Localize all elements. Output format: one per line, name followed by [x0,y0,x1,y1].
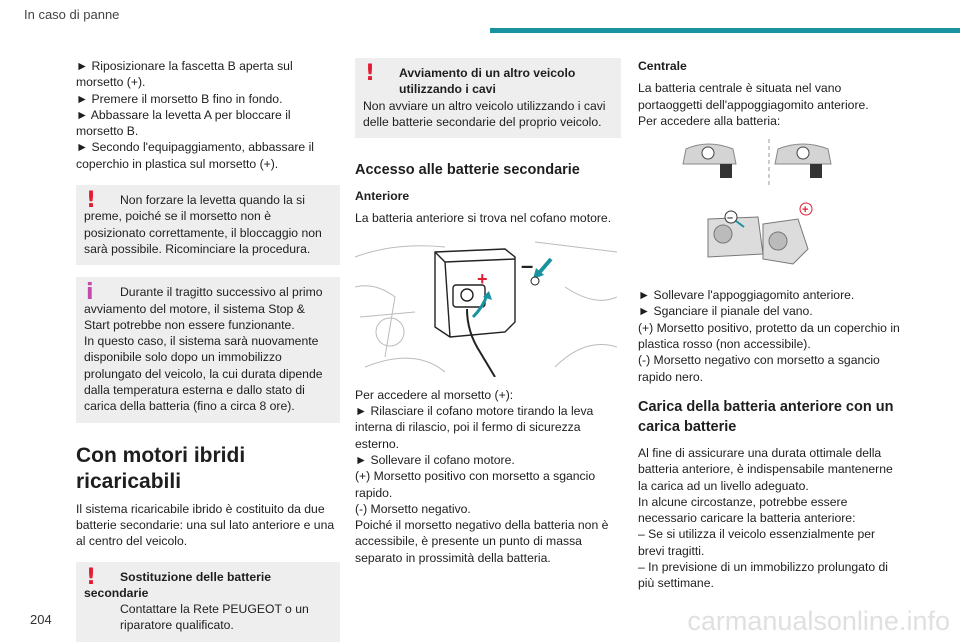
line-3: ► Sollevare il cofano motore. [355,452,515,467]
step-4: ► Secondo l'equipaggiamento, abbassare il coperchio in plastica sul morsetto (+). [76,140,314,171]
header-accent-bar [490,28,960,33]
watermark: carmanualsonline.info [687,606,950,636]
running-header: In caso di panne [24,7,120,22]
line-3: (+) Morsetto positivo, protetto da un coperchio in plastica rosso (non accessibile). [638,320,900,352]
warning-icon: ! [86,188,97,214]
line-5: (-) Morsetto negativo. [355,501,471,516]
info-box [76,277,340,422]
line-1: ► Sollevare l'appoggiagomito anteriore. [638,288,855,303]
line-4: (+) Morsetto positivo con morsetto a sgancio rapido. [355,469,596,500]
intro-text: La batteria anteriore si trova nel cofano motore. [355,211,612,226]
page-number: 204 [30,612,52,627]
warning-box-3 [355,58,621,138]
svg-text:+: + [477,268,488,289]
svg-text:–: – [727,212,734,225]
armrest-top-illustration [638,139,900,189]
charge-line-3: – Se si utilizza il veicolo essenzialmente per brevi tragitti. [638,527,876,558]
intro-text-2: Per accedere alla batteria: [638,113,781,128]
line-2: ► Rilasciare il cofano motore tirando la leva interna di rilascio, poi il fermo di sicurezza esterno. [355,404,594,451]
line-4: (-) Morsetto negativo con morsetto a sgancio rapido nero. [638,353,880,384]
warning-box [76,185,340,265]
warning-icon: ! [86,564,97,590]
warning-icon: ! [365,61,376,86]
step-3: ► Abbassare la levetta A per bloccare il morsetto B. [76,107,291,139]
info-text-1: Durante il tragitto successivo al primo avviamento del motore, il sistema Stop & Start potrebbe non essere funzionante. [84,285,323,332]
column-3 [638,58,900,592]
subheading-anteriore: Anteriore [355,189,410,204]
charge-line-2: In alcune circostanze, potrebbe essere necessario caricare la batteria anteriore: [638,494,856,526]
warning-title: Sostituzione delle batterie secondarie [84,569,272,600]
svg-text:–: – [521,252,534,278]
column-2 [355,58,621,566]
step-1: ► Riposizionare la fascetta B aperta sul morsetto (+). [76,59,293,90]
step-2: ► Premere il morsetto B fino in fondo. [76,91,283,106]
charging-heading: Carica della batteria anteriore con un carica batterie [638,398,894,435]
warning-text: Contattare la Rete PEUGEOT o un riparatore qualificato. [120,602,309,633]
warning-text: Non forzare la levetta quando la si preme, poiché se il morsetto non è posizionato correttamente, il bloccaggio non sarà possibile. Ricominciare la procedura. [84,193,322,256]
warning-text: Non avviare un altro veicolo utilizzando i cavi delle batterie secondarie del proprio veicolo. [363,98,606,129]
warning-title: Avviamento di un altro veicolo utilizzando i cavi [399,66,576,97]
center-battery-illustration [638,199,900,277]
warning-box-2 [76,562,340,642]
line-6: Poiché il morsetto negativo della batteria non è accessibile, è presente un punto di massa separato in prossimità della batteria. [355,518,609,565]
charge-line-4: – In previsione di un immobilizzo prolungato di più settimane. [638,560,888,591]
engine-bay-illustration [355,237,617,377]
intro-text: La batteria centrale è situata nel vano portaoggetti dell'appoggiagomito anteriore. [638,81,869,112]
info-text-2: In questo caso, il sistema sarà nuovamente disponibile solo dopo un immobilizzo prolungato del veicolo, la cui durata dipende dalla temperatura esterna e dallo stato di carica della batteria (fino a circa 8 ore). [84,334,323,414]
section-title: Con motori ibridi ricaricabili [76,443,246,493]
section-heading: Accesso alle batterie secondarie [355,162,580,179]
subheading-centrale: Centrale [638,59,687,73]
column-1 [76,58,340,642]
line-2: ► Sganciare il pianale del vano. [638,304,813,319]
line-1: Per accedere al morsetto (+): [355,387,514,402]
section-text: Il sistema ricaricabile ibrido è costituito da due batterie secondarie: una sul lato anteriore e una al centro del veicolo. [76,501,335,549]
svg-text:+: + [802,204,809,217]
info-icon: i [86,280,94,306]
charge-line-1: Al fine di assicurare una durata ottimale della batteria anteriore, è indispensabile mantenerne la carica ad un livello adeguato. [638,445,893,493]
